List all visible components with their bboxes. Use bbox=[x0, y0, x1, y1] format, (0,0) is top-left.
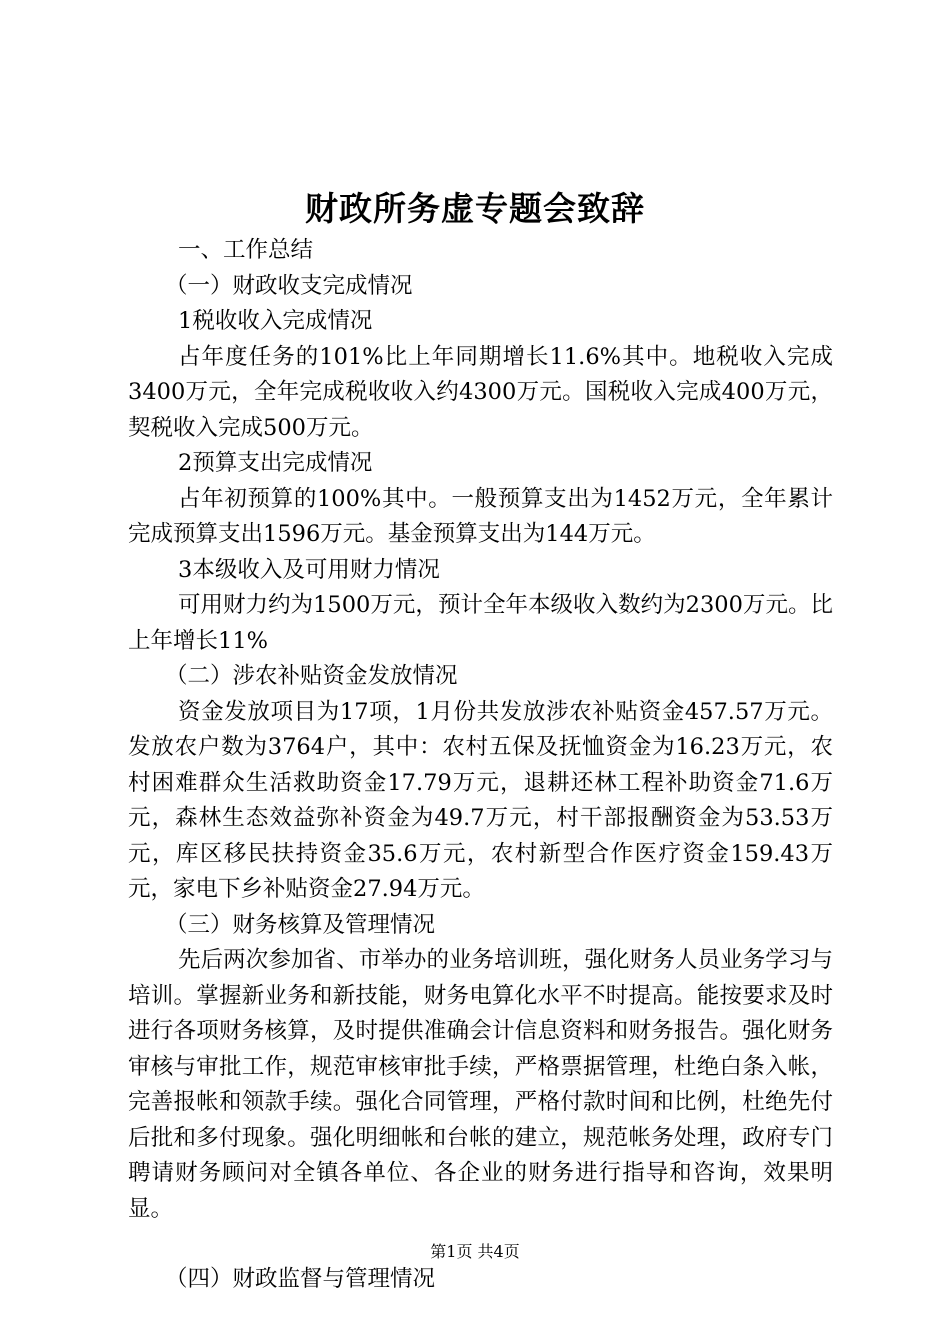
item-heading-local-revenue: 3本级收入及可用财力情况 bbox=[178, 556, 440, 583]
paragraph-subsidies: 资金发放项目为17项，1月份共发放涉农补贴资金457.57万元。发放农户数为3764户，其中：农村五保及抚恤资金为16.23万元，农村困难群众生活救助资金17.79万元，退耕还林工程补助资金71.6万元，森林生态效益弥补资金为49.7万元，村干部报酬资金为53.53万元，库区移民扶持资金35.6万元，农村新型合作医疗资金159.43万元，家电下乡补贴资金27.94万元。 bbox=[128, 698, 833, 902]
item-heading-tax-revenue: 1税收收入完成情况 bbox=[178, 308, 373, 334]
document-title: 财政所务虚专题会致辞 bbox=[305, 189, 645, 228]
paragraph-budget-expenditure: 占年初预算的100%其中。一般预算支出为1452万元，全年累计完成预算支出1596万元。基金预算支出为144万元。 bbox=[128, 485, 833, 547]
paragraph-tax-revenue: 占年度任务的101%比上年同期增长11.6%其中。地税收入完成3400万元，全年完成税收收入约4300万元。国税收入完成400万元，契税收入完成500万元。 bbox=[128, 343, 833, 441]
paragraph-accounting: 先后两次参加省、市举办的业务培训班，强化财务人员业务学习与培训。掌握新业务和新技能，财务电算化水平不时提高。能按要求及时进行各项财务核算，及时提供准确会计信息资料和财务报告。强化财务审核与审批工作，规范审核审批手续，严格票据管理，杜绝白条入帐，完善报帐和领款手续。强化合同管理，严格付款时间和比例，杜绝先付后批和多付现象。强化明细帐和台帐的建立，规范帐务处理，政府专门聘请财务顾问对全镇各单位、各企业的财务进行指导和咨询，效果明显。 bbox=[128, 947, 833, 1222]
section-heading-summary: 一、工作总结 bbox=[178, 237, 314, 263]
subsection-heading-revenue: （一）财政收支完成情况 bbox=[165, 272, 413, 299]
document-body bbox=[128, 233, 833, 1298]
paragraph-local-revenue: 可用财力约为1500万元，预计全年本级收入数约为2300万元。比上年增长11% bbox=[128, 592, 833, 654]
subsection-heading-subsidies: （二）涉农补贴资金发放情况 bbox=[165, 663, 458, 689]
subsection-heading-accounting: （三）财务核算及管理情况 bbox=[165, 911, 436, 938]
subsection-heading-supervision: （四）财政监督与管理情况 bbox=[165, 1266, 436, 1292]
page-number: 第1页 共4页 bbox=[430, 1242, 520, 1261]
item-heading-budget-expenditure: 2预算支出完成情况 bbox=[178, 450, 373, 476]
